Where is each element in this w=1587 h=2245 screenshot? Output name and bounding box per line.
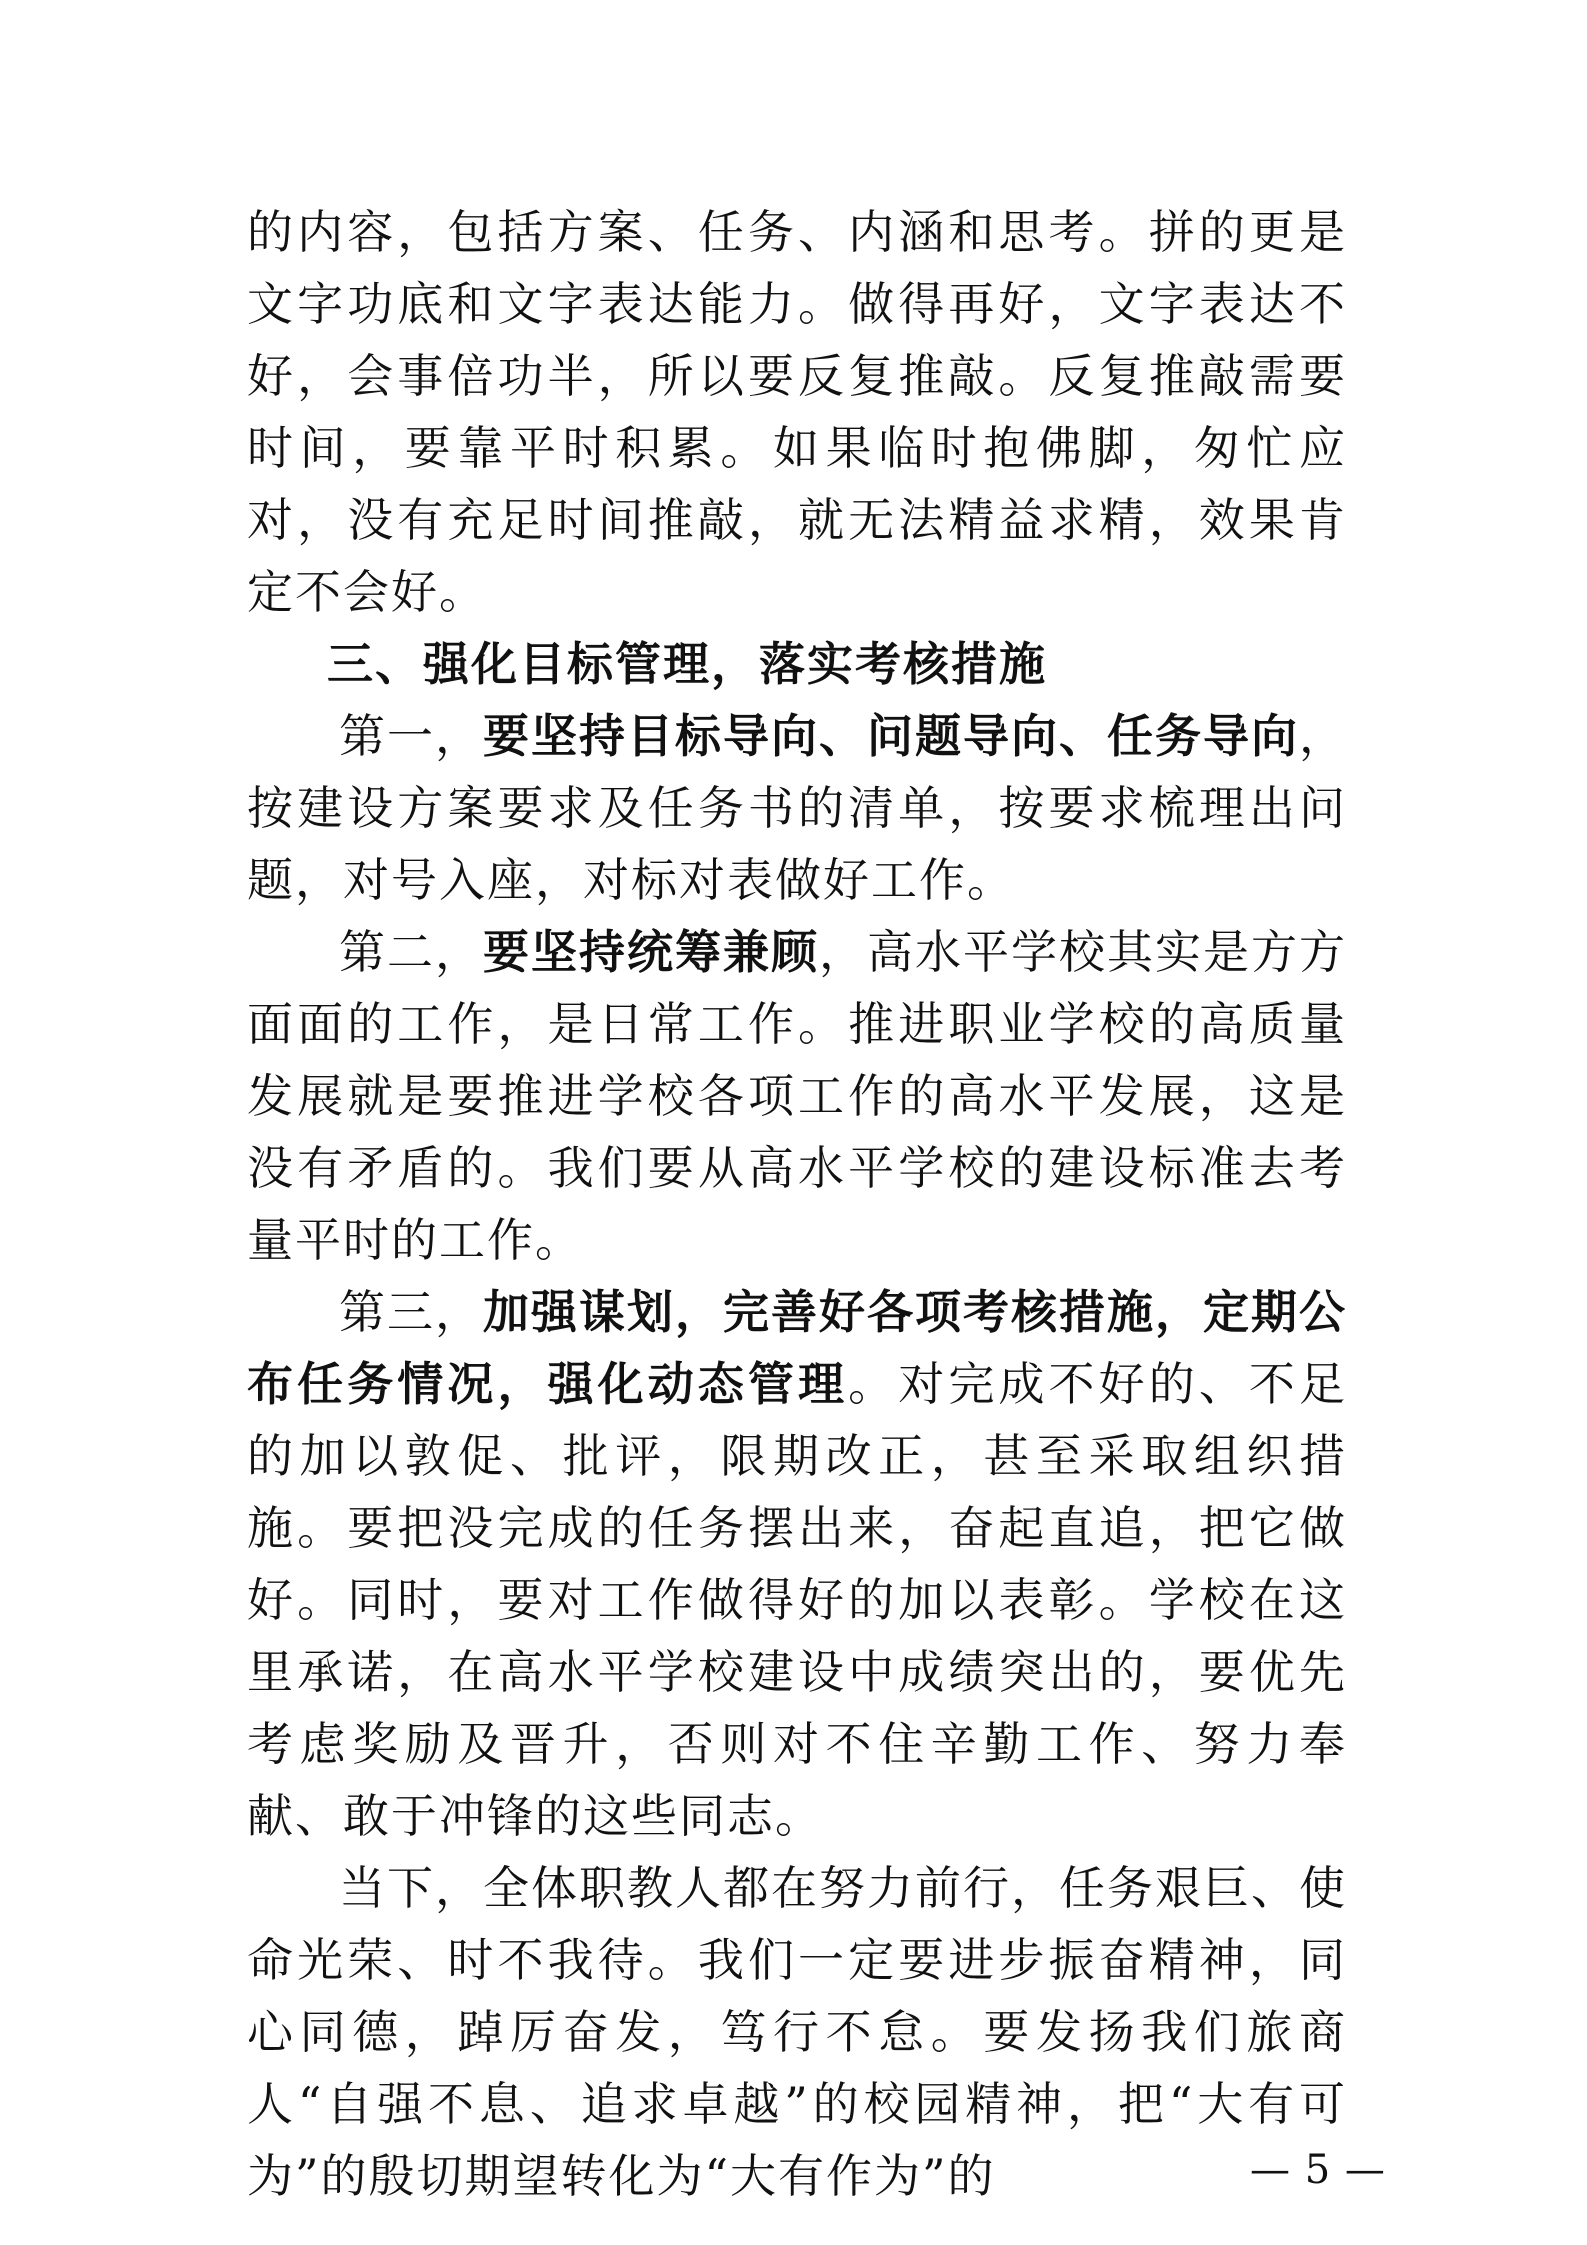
point-lead: 第一， [339,709,483,763]
page-number: — 5 — [1250,2147,1386,2193]
point-body: ，高水平学校其实是方方面面的工作，是日常工作。推进职业学校的高质量发展就是要推进学校各项工作的高水平发展，这是没有矛盾的。我们要从高水平学校的建设标准去考量平时的工作。 [247,925,1347,1267]
document-body [247,196,1347,2212]
paragraph-second-point [247,916,1347,1276]
section-heading: 三、强化目标管理，落实考核措施 [327,637,1047,691]
point-body: 。对完成不好的、不足的加以敦促、批评，限期改正，甚至采取组织措施。要把没完成的任务摆出来，奋起直追，把它做好。同时，要对工作做得好的加以表彰。学校在这里承诺，在高水平学校建设中成绩突出的，要优先考虑奖励及晋升，否则对不住辛勤工作、努力奉献、敢于冲锋的这些同志。 [247,1357,1348,1843]
paragraph-third-point [247,1276,1347,1852]
point-lead: 第二， [339,925,483,979]
point-emphasis: 要坚持统筹兼顾 [483,925,819,979]
point-lead: 第三， [339,1285,483,1339]
paragraph-first-point [247,700,1347,916]
point-body: ，按建设方案要求及任务书的清单，按要求梳理出问题，对号入座，对标对表做好工作。 [247,709,1347,907]
point-emphasis: 加强谋划，完善好各项考核措施，定期公布任务情况，强化动态管理 [247,1285,1347,1411]
paragraph-continuation: 的内容，包括方案、任务、内涵和思考。拼的更是文字功底和文字表达能力。做得再好，文字表达不好，会事倍功半，所以要反复推敲。反复推敲需要时间，要靠平时积累。如果临时抱佛脚，匆忙应对，没有充足时间推敲，就无法精益求精，效果肯定不会好。 [247,205,1347,619]
paragraph-closing: 当下，全体职教人都在努力前行，任务艰巨、使命光荣、时不我待。我们一定要进步振奋精神，同心同德，踔厉奋发，笃行不怠。要发扬我们旅商人“自强不息、追求卓越”的校园精神，把“大有可为”的殷切期望转化为“大有作为”的 [247,1861,1347,2203]
point-emphasis: 要坚持目标导向、问题导向、任务导向 [483,709,1299,763]
